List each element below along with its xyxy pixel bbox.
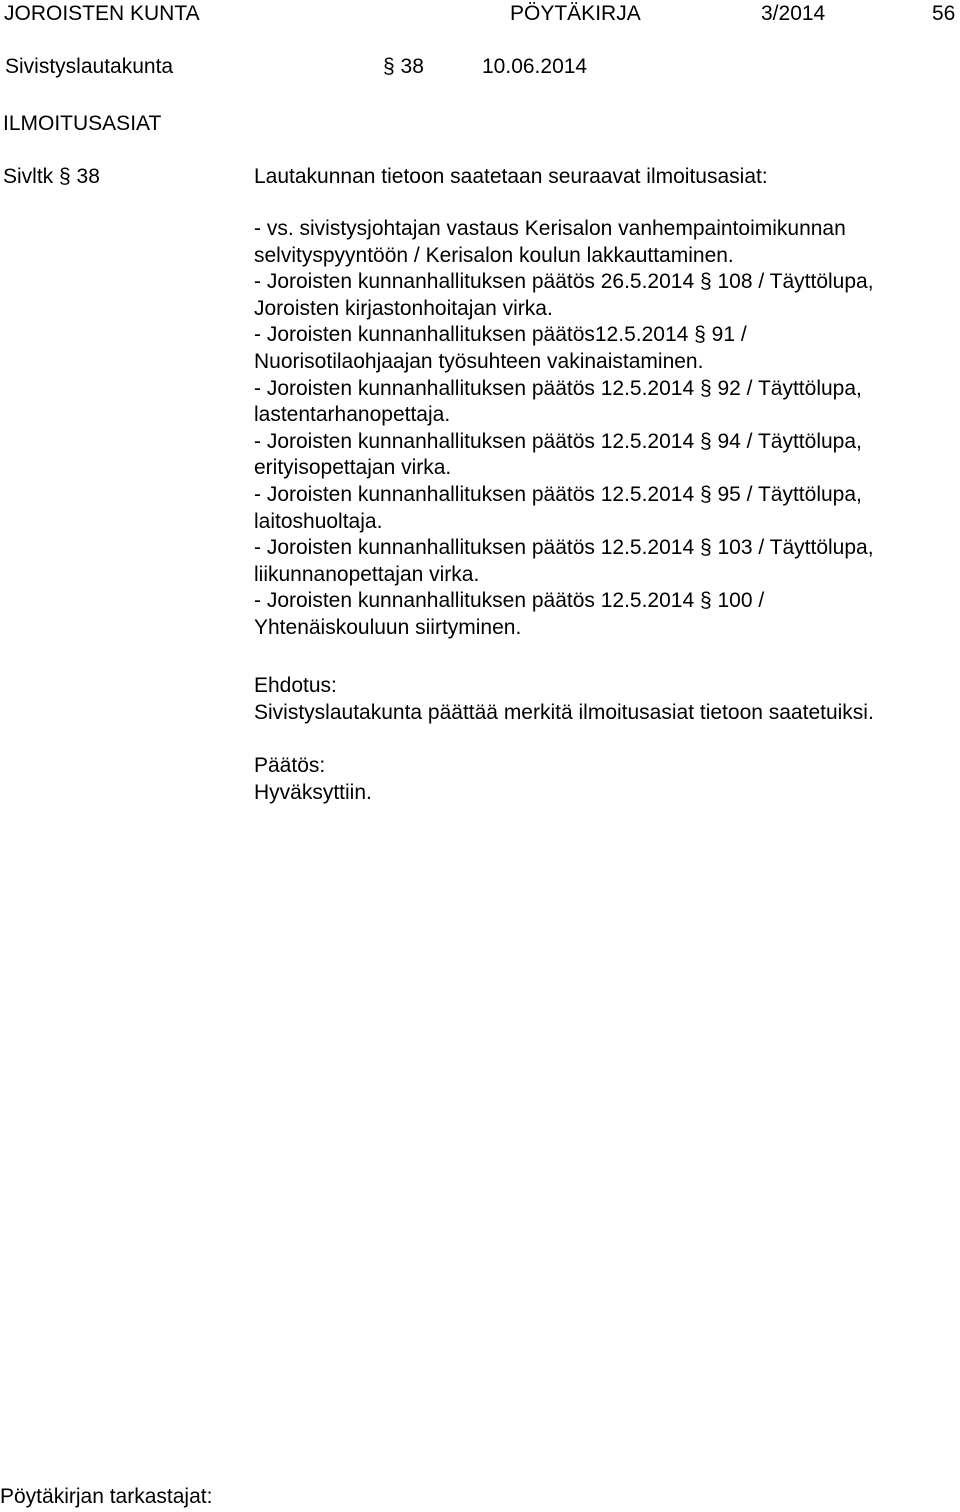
proposal-text: Sivistyslautakunta päättää merkitä ilmoitusasiat tietoon saatetuiksi. <box>254 701 874 724</box>
meeting-date: 10.06.2014 <box>482 55 588 78</box>
list-item: - Joroisten kunnanhallituksen päätös 26.5.2014 § 108 / Täyttölupa, <box>254 270 874 294</box>
list-item: erityisopettajan virka. <box>254 456 452 480</box>
list-item: - Joroisten kunnanhallituksen päätös 12.5.2014 § 95 / Täyttölupa, <box>254 482 862 506</box>
list-item: - vs. sivistysjohtajan vastaus Kerisalon vanhempaintoimikunnan <box>254 217 846 240</box>
section-number: § 38 <box>383 55 424 78</box>
document-type: PÖYTÄKIRJA <box>510 2 641 25</box>
list-item: Nuorisotilaohjaajan työsuhteen vakinaistaminen. <box>254 349 704 373</box>
board-name: Sivistyslautakunta <box>5 55 174 78</box>
document-number: 3/2014 <box>761 2 826 25</box>
reviewers-label: Pöytäkirjan tarkastajat: <box>0 1485 213 1508</box>
section-title: ILMOITUSASIAT <box>3 112 162 135</box>
list-item: Joroisten kirjastonhoitajan virka. <box>254 296 553 320</box>
list-item: liikunnanopettajan virka. <box>254 562 480 586</box>
announcement-list <box>254 216 954 642</box>
list-item: - Joroisten kunnanhallituksen päätös 12.5.2014 § 100 / <box>254 589 765 613</box>
item-intro: Lautakunnan tietoon saatetaan seuraavat ilmoitusasiat: <box>254 165 768 188</box>
page-number: 56 <box>932 2 956 25</box>
list-item: - Joroisten kunnanhallituksen päätös 12.5.2014 § 92 / Täyttölupa, <box>254 376 862 400</box>
item-reference: Sivltk § 38 <box>3 165 100 188</box>
decision-label: Päätös: <box>254 754 326 777</box>
list-item: lastentarhanopettaja. <box>254 403 451 427</box>
list-item: laitoshuoltaja. <box>254 509 383 533</box>
list-item: selvityspyyntöön / Kerisalon koulun lakkauttaminen. <box>254 243 734 267</box>
decision-text: Hyväksyttiin. <box>254 781 372 804</box>
list-item: - Joroisten kunnanhallituksen päätös 12.5.2014 § 94 / Täyttölupa, <box>254 429 862 453</box>
list-item: - Joroisten kunnanhallituksen päätös 12.5.2014 § 103 / Täyttölupa, <box>254 536 874 560</box>
proposal-label: Ehdotus: <box>254 674 337 697</box>
list-item: - Joroisten kunnanhallituksen päätös12.5.2014 § 91 / <box>254 323 747 347</box>
municipality-name: JOROISTEN KUNTA <box>4 2 200 25</box>
list-item: Yhtenäiskouluun siirtyminen. <box>254 615 522 639</box>
